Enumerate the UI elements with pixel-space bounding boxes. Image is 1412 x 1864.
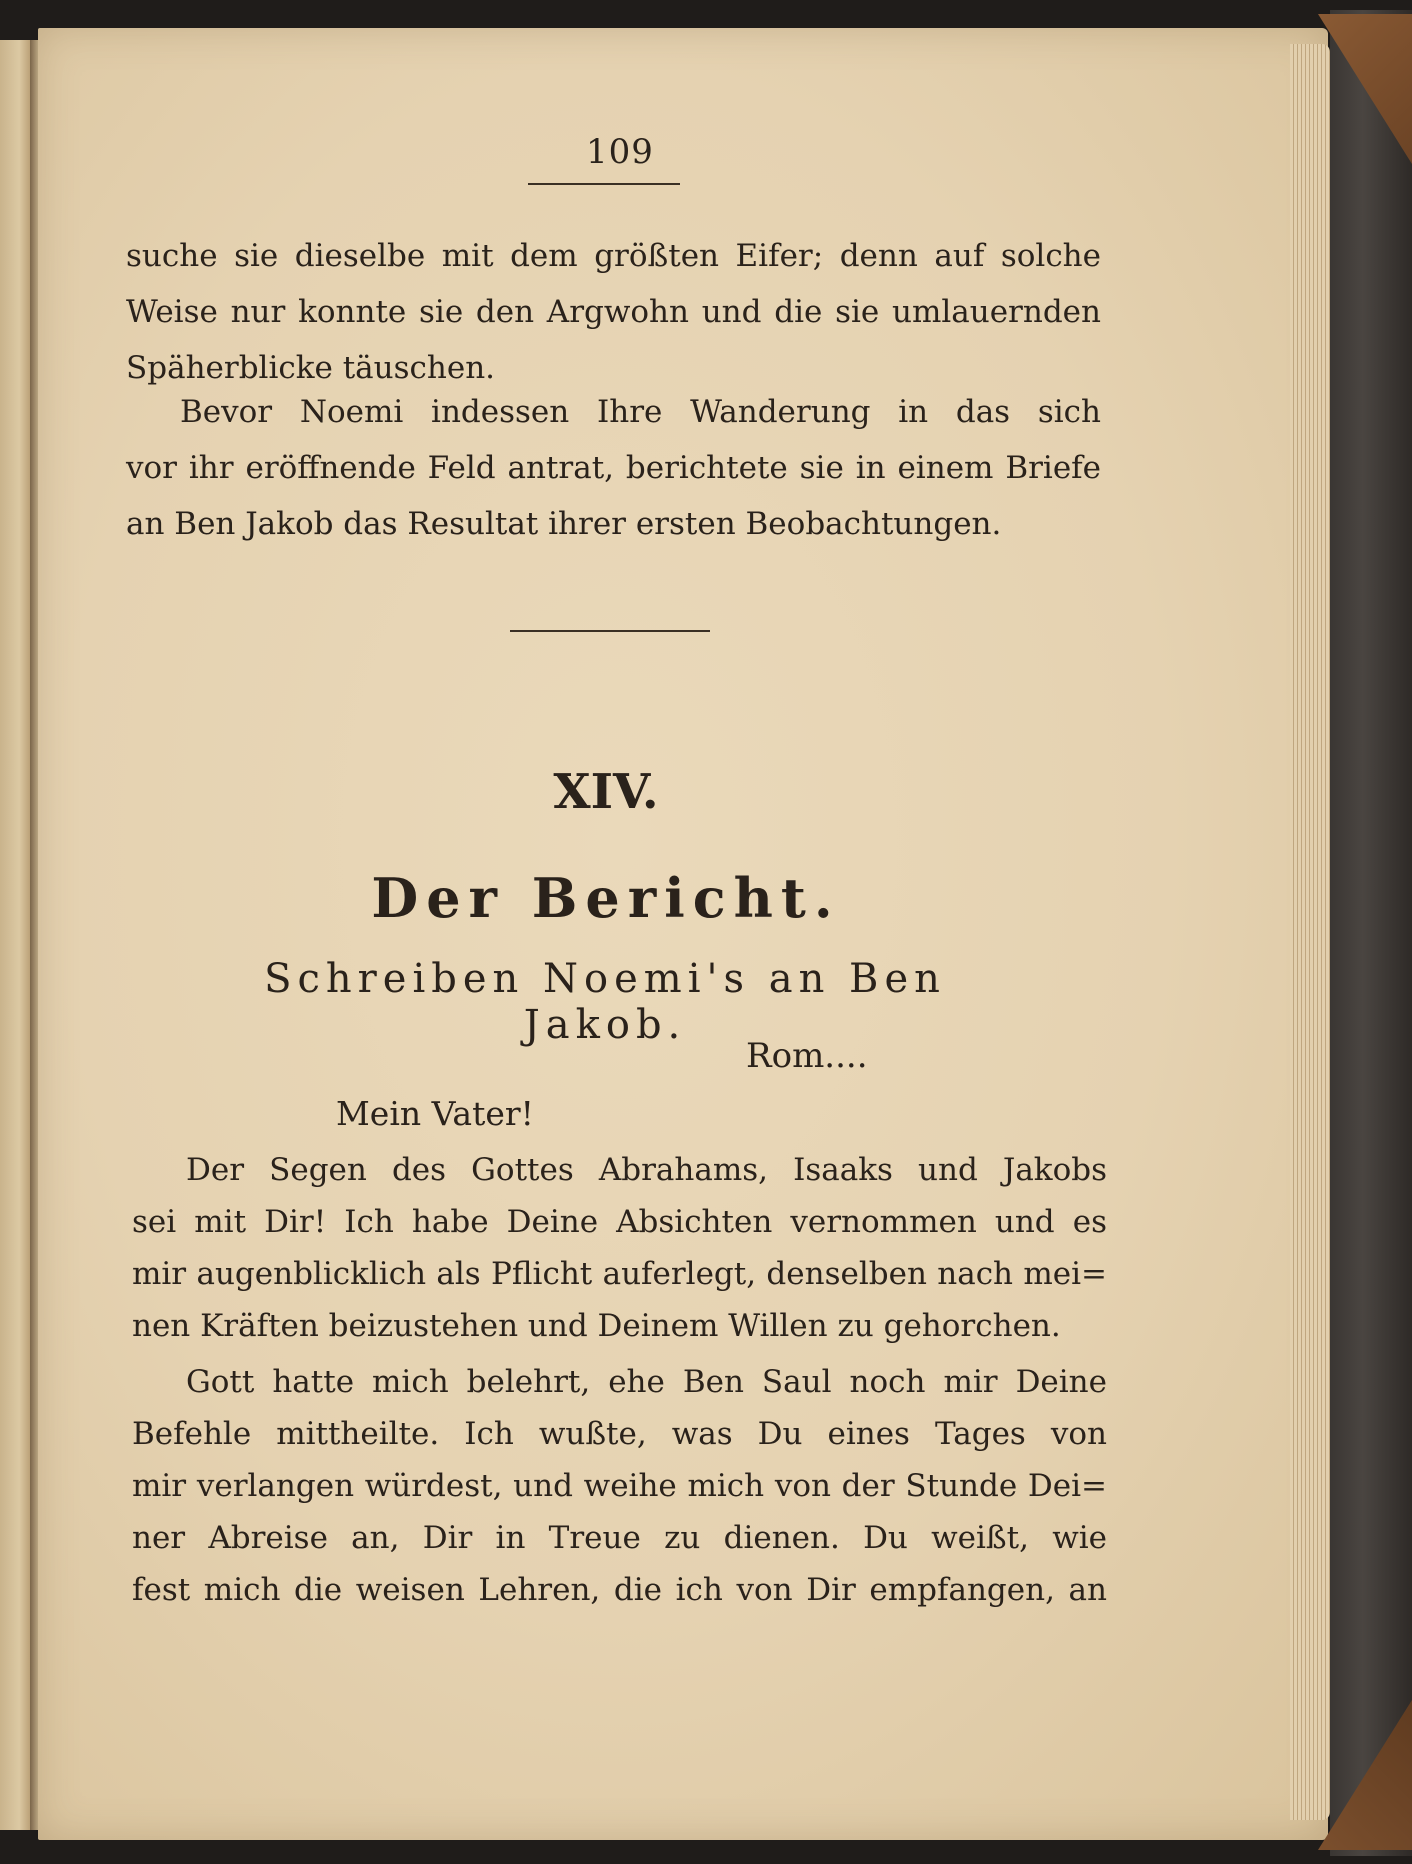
text-line: Bevor Noemi indessen Ihre Wanderung in das sich — [180, 394, 1101, 430]
text-line: fest mich die weisen Lehren, die ich von Dir empfangen, an — [132, 1572, 1107, 1608]
continuation-paragraph — [126, 228, 1101, 396]
page-number-rule — [528, 183, 680, 185]
text-line: Befehle mittheilte. Ich wußte, was Du eines Tages von — [132, 1416, 1107, 1452]
text-line: sei mit Dir! Ich habe Deine Absichten vernommen und es — [132, 1204, 1107, 1240]
text-line: Gott hatte mich belehrt, ehe Ben Saul noch mir Deine — [186, 1364, 1107, 1400]
text-line: Späherblicke täuschen. — [126, 350, 496, 386]
chapter-title: Der Bericht. — [371, 866, 841, 930]
page-stack-edge — [1290, 44, 1330, 1820]
page-number: 109 — [586, 132, 654, 172]
chapter-number: XIV. — [553, 764, 659, 820]
letter-place: Rom.... — [746, 1036, 868, 1076]
letter-salutation: Mein Vater! — [336, 1094, 534, 1133]
text-line: vor ihr eröffnende Feld antrat, berichtete sie in einem Briefe — [126, 450, 1101, 486]
letter-paragraph — [132, 1144, 1107, 1352]
book-cover — [1330, 10, 1412, 1856]
text-line: mir verlangen würdest, und weihe mich von der Stunde Dei= — [132, 1468, 1107, 1504]
text-line: nen Kräften beizustehen und Deinem Willen zu gehorchen. — [132, 1308, 1061, 1344]
text-line: ner Abreise an, Dir in Treue zu dienen. Du weißt, wie — [132, 1520, 1107, 1556]
section-divider — [510, 630, 710, 632]
paragraph — [126, 384, 1101, 552]
text-line: mir augenblicklich als Pflicht auferlegt, denselben nach mei= — [132, 1256, 1107, 1292]
chapter-subtitle: Schreiben Noemi's an Ben Jakob. — [264, 956, 946, 1048]
previous-page-edge — [0, 40, 34, 1830]
text-line: suche sie dieselbe mit dem größten Eifer; denn auf solche — [126, 238, 1101, 274]
letter-paragraph — [132, 1356, 1107, 1616]
text-line: an Ben Jakob das Resultat ihrer ersten Beobachtungen. — [126, 506, 1002, 542]
text-line: Der Segen des Gottes Abrahams, Isaaks und Jakobs — [186, 1152, 1107, 1188]
text-line: Weise nur konnte sie den Argwohn und die sie umlauernden — [126, 294, 1101, 330]
